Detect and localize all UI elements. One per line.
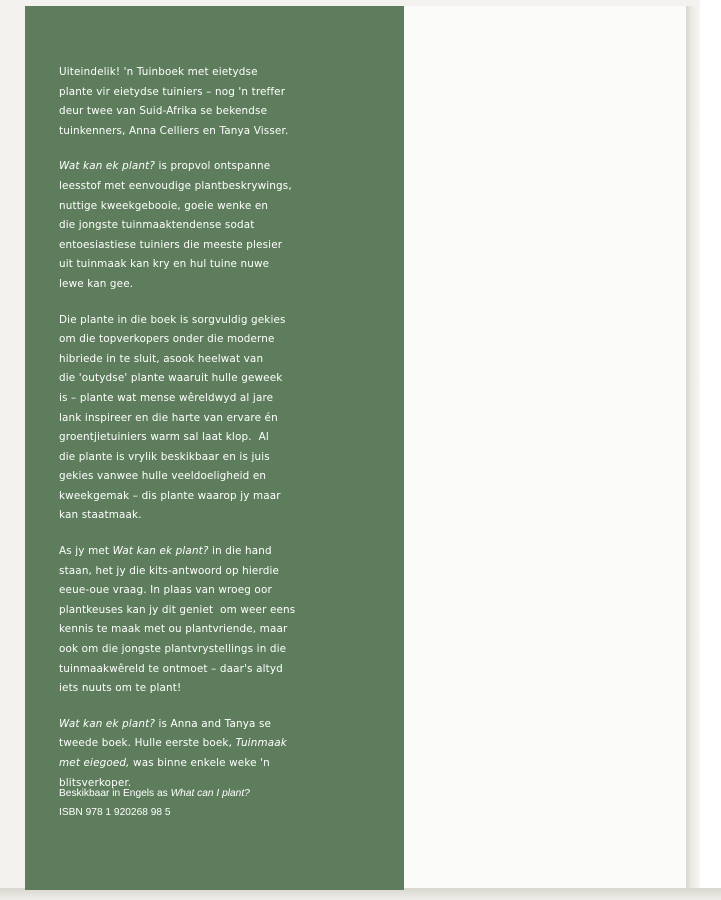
page-edge xyxy=(686,6,700,890)
text-run: Die plante in die boek is sorgvuldig gekies xyxy=(59,313,286,326)
text-run: die plante is vrylik beskikbaar en is juis xyxy=(59,450,270,463)
italic-book-title: Wat kan ek plant? xyxy=(59,160,156,173)
text-run: kennis te maak met ou plantvriende, maar xyxy=(59,623,288,636)
text-run: staan, het jy die kits-antwoord op hierdie xyxy=(59,564,280,577)
text-run: deur twee van Suid-Afrika se bekendse xyxy=(59,105,268,118)
text-line xyxy=(59,487,364,507)
text-run: lank inspireer en die harte van ervare én xyxy=(59,411,278,424)
italic-book-title: What can I plant? xyxy=(170,788,250,799)
text-run: in die hand xyxy=(208,545,272,558)
text-run: kan staatmaak. xyxy=(59,509,142,522)
blurb-paragraph xyxy=(59,311,364,527)
text-line xyxy=(59,428,364,448)
italic-book-title: Wat kan ek plant? xyxy=(59,717,156,730)
text-line xyxy=(59,255,364,275)
text-line xyxy=(59,350,364,370)
text-run: ook om die jongste plantvrystellings in die xyxy=(59,643,287,656)
blurb-text xyxy=(59,63,364,793)
blurb-paragraph xyxy=(59,542,364,699)
text-line xyxy=(59,311,364,331)
text-run: is – plante wat mense wêreldwyd al jare xyxy=(59,391,274,404)
text-run: As jy met xyxy=(59,545,113,558)
text-line xyxy=(59,83,364,103)
text-run: plante vir eietydse tuiniers – nog 'n treffer xyxy=(59,85,286,98)
text-line xyxy=(59,467,364,487)
text-run: iets nuuts om te plant! xyxy=(59,682,182,695)
text-line xyxy=(59,581,364,601)
page-fold xyxy=(700,0,721,900)
italic-book-title: met eiegoed, xyxy=(59,757,130,769)
blurb-paragraph xyxy=(59,63,364,141)
text-run: uit tuinmaak kan kry en hul tuine nuwe xyxy=(59,258,270,271)
text-run: leesstof met eenvoudige plantbeskrywings, xyxy=(59,179,292,192)
text-run: blitsverkoper. xyxy=(59,776,132,789)
text-run: tweede boek. Hulle eerste boek, xyxy=(59,737,236,750)
text-run: gekies vanwee hulle veeldoeligheid en xyxy=(59,470,267,483)
text-line xyxy=(59,601,364,621)
text-run: om die topverkopers onder die moderne xyxy=(59,333,275,346)
text-line xyxy=(59,197,364,217)
text-line xyxy=(59,122,364,142)
text-run: tuinkenners, Anna Celliers en Tanya Visser. xyxy=(59,124,289,137)
publication-info xyxy=(59,784,364,822)
italic-book-title: Wat kan ek plant? xyxy=(112,545,209,558)
text-run: entoesiastiese tuiniers die meeste plesier xyxy=(59,238,283,251)
text-line xyxy=(59,542,364,562)
text-run: kweekgemak – dis plante waarop jy maar xyxy=(59,489,281,502)
text-line xyxy=(59,734,364,754)
text-line xyxy=(59,715,364,735)
text-run: die 'outydse' plante waaruit hulle geweek xyxy=(59,372,283,385)
text-run: lewe kan gee. xyxy=(59,277,134,290)
text-line xyxy=(59,620,364,640)
text-run: hibriede in te sluit, asook heelwat van xyxy=(59,352,264,365)
blank-inside-page xyxy=(404,6,686,890)
text-line xyxy=(59,275,364,295)
text-run: Uiteindelik! 'n Tuinboek met eietydse xyxy=(59,66,258,78)
text-run: groentjietuiniers warm sal laat klop. Al xyxy=(59,431,269,444)
blurb-paragraph xyxy=(59,157,364,294)
text-line xyxy=(59,157,364,177)
blurb-paragraph xyxy=(59,715,364,793)
text-line xyxy=(59,448,364,468)
text-line xyxy=(59,754,364,774)
text-run: plantkeuses kan jy dit geniet om weer eens xyxy=(59,603,296,616)
text-line xyxy=(59,409,364,429)
text-line xyxy=(59,236,364,256)
text-line xyxy=(59,63,364,83)
text-line xyxy=(59,562,364,582)
text-run: eeue-oue vraag. In plaas van wroeg oor xyxy=(59,584,272,597)
text-run: is Anna and Tanya se xyxy=(155,717,272,730)
text-run: Beskikbaar in Engels as xyxy=(59,788,171,799)
text-run: is propvol ontspanne xyxy=(155,160,271,173)
text-run: was binne enkele weke 'n xyxy=(129,757,270,769)
isbn-number: ISBN 978 1 920268 98 5 xyxy=(59,807,171,818)
text-line xyxy=(59,640,364,660)
text-line xyxy=(59,506,364,526)
availability-note xyxy=(59,784,364,803)
text-line xyxy=(59,330,364,350)
italic-book-title: Tuinmaak xyxy=(235,737,287,750)
text-line xyxy=(59,102,364,122)
text-line xyxy=(59,369,364,389)
text-line xyxy=(59,660,364,680)
text-run: nuttige kweekgebooie, goeie wenke en xyxy=(59,199,269,212)
text-line xyxy=(59,216,364,236)
text-line xyxy=(59,679,364,699)
text-line xyxy=(59,177,364,197)
text-line xyxy=(59,389,364,409)
text-run: die jongste tuinmaaktendense sodat xyxy=(59,219,255,232)
text-run: tuinmaakwêreld te ontmoet – daar's altyd xyxy=(59,662,283,675)
